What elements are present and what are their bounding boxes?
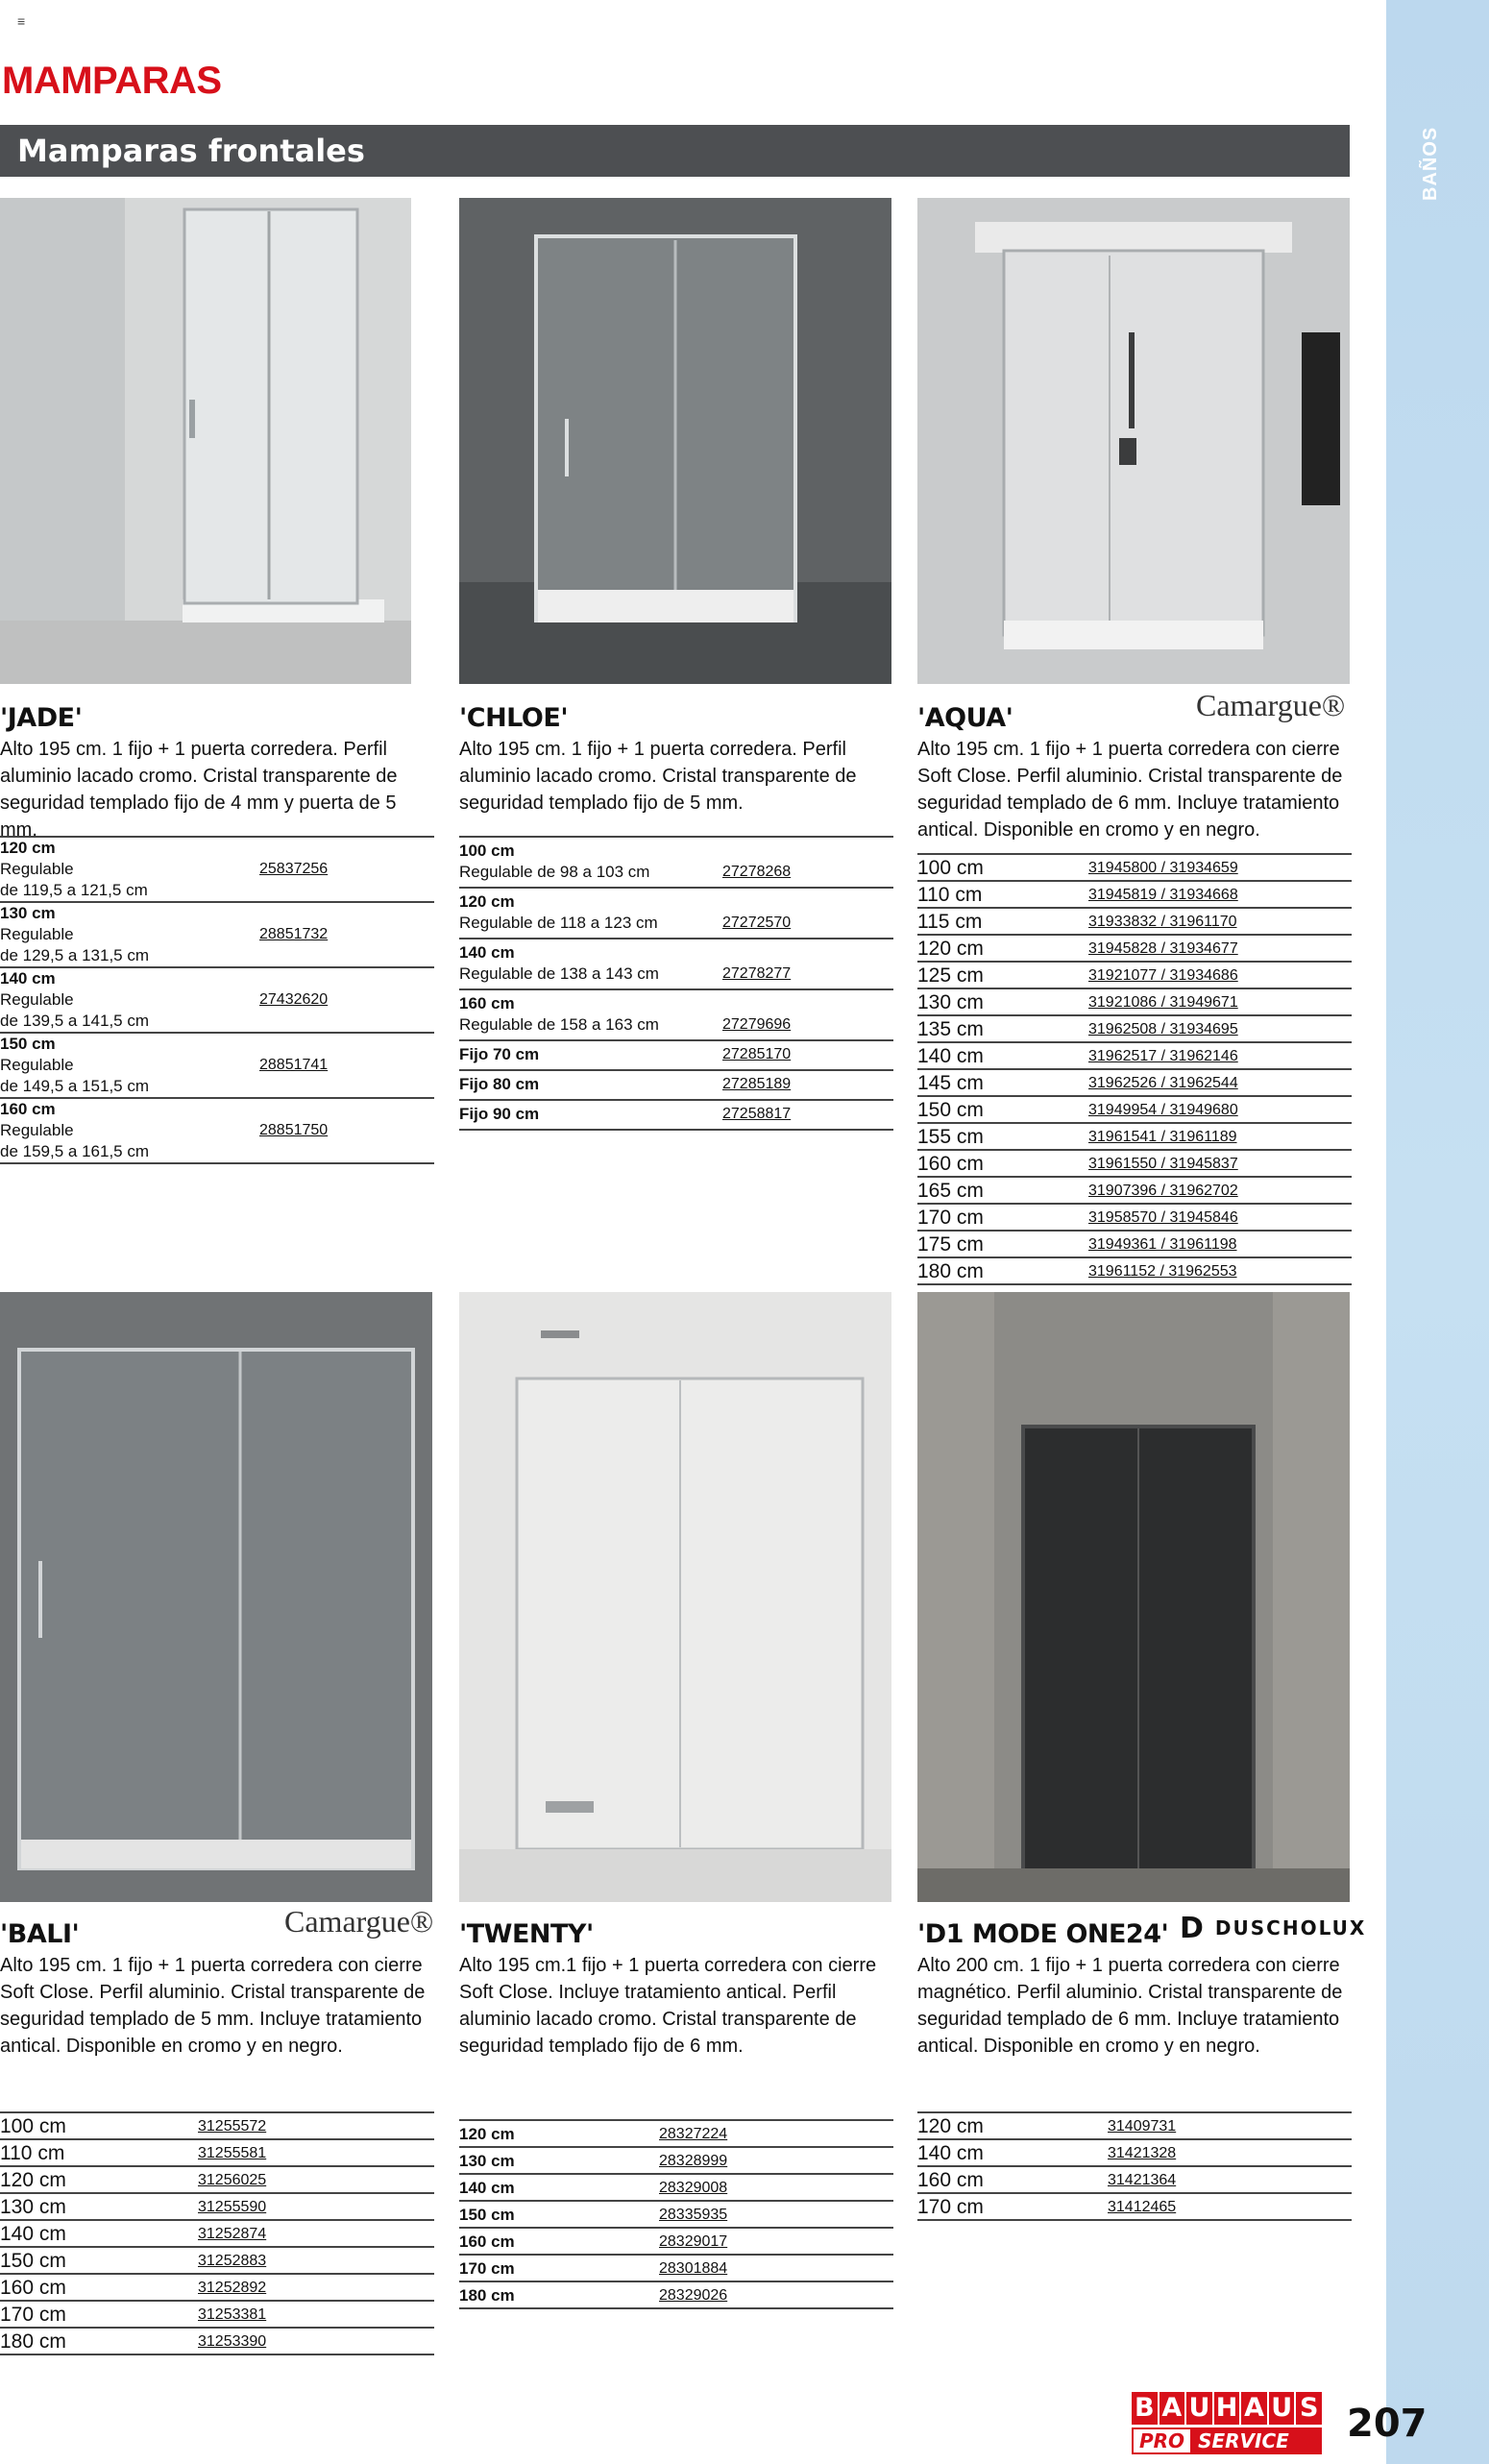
table-row [0, 2328, 434, 2354]
size-cell [459, 1100, 722, 1130]
regulable-label: Regulable [0, 1056, 74, 1074]
size-label: 120 cm [459, 2125, 515, 2143]
regulable-label: Regulable de 98 a 103 cm [459, 863, 650, 881]
table-row [0, 2220, 434, 2247]
reference-code: 28329026 [659, 2287, 728, 2304]
reference-code: 28851732 [259, 926, 329, 942]
reference-code: 31921086 / 31949671 [1088, 994, 1238, 1011]
chloe-reference-table [459, 836, 893, 1131]
reference-code: 31945828 / 31934677 [1088, 940, 1238, 957]
size-label: 175 cm [917, 1233, 984, 1256]
reference-code: 31907396 / 31962702 [1088, 1183, 1238, 1199]
reference-code: 28335935 [659, 2207, 728, 2223]
size-label: 160 cm [0, 2277, 66, 2299]
product-name: 'JADE' [0, 703, 83, 733]
size-label: 140 cm [917, 2142, 984, 2164]
reference-code: 27278268 [722, 864, 792, 880]
regulable-label: Regulable de 138 a 143 cm [459, 964, 659, 983]
regulable-label: Regulable [0, 990, 74, 1009]
reference-code: 31961152 / 31962553 [1088, 1263, 1237, 1280]
reference-code: 31252892 [198, 2280, 267, 2296]
size-cell [0, 902, 259, 967]
table-row [459, 2147, 893, 2174]
duscholux-wordmark: DUSCHOLUX [1214, 1916, 1367, 1939]
size-label: 170 cm [459, 2259, 515, 2278]
jade-photo [0, 198, 411, 684]
table-row [0, 2274, 434, 2301]
reference-code: 31945800 / 31934659 [1088, 860, 1238, 876]
size-label: 160 cm [459, 2232, 515, 2251]
regulable-label: Regulable [0, 925, 74, 943]
size-label: 120 cm [0, 839, 56, 857]
size-label: 140 cm [0, 2223, 66, 2245]
reference-code: 28301884 [659, 2260, 728, 2277]
d1-reference-table [917, 2111, 1352, 2221]
regulable-label: Regulable [0, 1121, 74, 1139]
size-label: 140 cm [0, 969, 56, 988]
reference-code: 27279696 [722, 1016, 792, 1033]
product-twenty [459, 1919, 891, 2060]
size-label: 110 cm [917, 884, 983, 906]
reference-code: 31421364 [1108, 2172, 1177, 2188]
size-label: 100 cm [917, 857, 984, 879]
table-row [0, 2193, 434, 2220]
size-label: 180 cm [0, 2330, 66, 2353]
size-label: 170 cm [917, 1207, 984, 1229]
size-cell [459, 837, 722, 888]
side-strip [1386, 0, 1489, 2464]
regulable-label: Regulable [0, 860, 74, 878]
table-row [459, 2120, 893, 2147]
table-row [459, 1070, 893, 1100]
range-label: de 129,5 a 131,5 cm [0, 946, 150, 964]
reference-code: 31409731 [1108, 2118, 1177, 2135]
size-label: 150 cm [0, 2250, 66, 2272]
table-row [917, 908, 1352, 935]
reference-code: 31256025 [198, 2172, 267, 2188]
size-label: 180 cm [917, 1260, 984, 1282]
duscholux-mark-icon: D [1180, 1912, 1206, 1945]
side-section-label: BAÑOS [1420, 126, 1441, 201]
size-label: 130 cm [0, 2196, 66, 2218]
table-row [0, 1033, 434, 1098]
table-row [459, 2228, 893, 2255]
reference-code: 31253390 [198, 2333, 267, 2350]
reference-code: 27278277 [722, 965, 792, 982]
product-description: Alto 195 cm. 1 fijo + 1 puerta corredera. Perfil aluminio lacado cromo. Cristal transparente de seguridad templado fijo de 4 mm y puerta de 5 mm. [0, 739, 398, 841]
size-cell [0, 1098, 259, 1163]
table-row [917, 1015, 1352, 1042]
jade-reference-table [0, 836, 434, 1164]
table-row [0, 837, 434, 902]
table-row [459, 939, 893, 989]
reference-code: 31412465 [1108, 2199, 1177, 2215]
size-label: 165 cm [917, 1180, 984, 1202]
table-row [0, 2247, 434, 2274]
product-description: Alto 195 cm.1 fijo + 1 puerta corredera con cierre Soft Close. Incluye tratamiento antical. Perfil aluminio lacado cromo. Cristal transparente de seguridad templado fijo de 6 mm. [459, 1955, 877, 2057]
table-row [917, 1069, 1352, 1096]
size-label: 150 cm [0, 1035, 56, 1053]
size-label: 115 cm [917, 911, 983, 933]
size-label: Fijo 90 cm [459, 1105, 540, 1123]
reference-code: 28851741 [259, 1057, 329, 1073]
size-cell [459, 989, 722, 1040]
table-row [917, 2139, 1352, 2166]
table-row [917, 1123, 1352, 1150]
reference-code: 28328999 [659, 2153, 728, 2169]
reference-code: 31958570 / 31945846 [1088, 1209, 1238, 1226]
reference-code: 31255581 [198, 2145, 267, 2161]
size-label: 120 cm [0, 2169, 66, 2191]
bali-reference-table [0, 2111, 434, 2355]
product-name: 'D1 MODE ONE24' [917, 1919, 1169, 1949]
size-label: 130 cm [459, 2152, 515, 2170]
size-label: 140 cm [917, 1045, 984, 1067]
bauhaus-pro-service-logo [1132, 2392, 1322, 2454]
reference-code: 27272570 [722, 915, 792, 931]
table-row [917, 854, 1352, 881]
size-label: 170 cm [917, 2196, 984, 2218]
size-cell [0, 837, 259, 902]
table-row [0, 2301, 434, 2328]
logo-letter: S [1296, 2392, 1322, 2425]
bali-photo [0, 1292, 432, 1902]
logo-letter: B [1132, 2392, 1158, 2425]
table-row [0, 2112, 434, 2139]
reference-code: 31945819 / 31934668 [1088, 887, 1238, 903]
regulable-label: Regulable de 118 a 123 cm [459, 914, 658, 932]
table-row [917, 2112, 1352, 2139]
table-row [0, 2139, 434, 2166]
size-label: 160 cm [0, 1100, 56, 1118]
table-row [459, 989, 893, 1040]
table-row [459, 888, 893, 939]
table-row [917, 1042, 1352, 1069]
table-row [917, 988, 1352, 1015]
reference-code: 25837256 [259, 861, 329, 877]
product-name: 'BALI' [0, 1919, 80, 1949]
logo-letter: A [1241, 2392, 1267, 2425]
reference-code: 31255572 [198, 2118, 267, 2135]
reference-code: 31421328 [1108, 2145, 1177, 2161]
reference-code: 27432620 [259, 991, 329, 1008]
reference-code: 31962517 / 31962146 [1088, 1048, 1238, 1064]
aqua-reference-table [917, 853, 1352, 1285]
reference-code: 31252883 [198, 2253, 267, 2269]
table-row [917, 1204, 1352, 1231]
table-row [459, 1040, 893, 1070]
product-description: Alto 195 cm. 1 fijo + 1 puerta corredera con cierre Soft Close. Perfil aluminio. Cristal transparente de seguridad templado de 6 mm. Incluye tratamiento antical. Disponible en cromo y en negro. [917, 739, 1343, 841]
chloe-photo [459, 198, 891, 684]
size-cell [459, 888, 722, 939]
size-label: 125 cm [917, 964, 984, 987]
page-title: MAMPARAS [2, 60, 222, 102]
table-row [459, 2255, 893, 2281]
size-cell [459, 1040, 722, 1070]
d1-photo [917, 1292, 1350, 1902]
page-number: 207 [1347, 2402, 1428, 2446]
reference-code: 27285170 [722, 1046, 792, 1062]
size-label: 180 cm [459, 2286, 515, 2305]
size-label: 120 cm [917, 2115, 984, 2137]
size-label: 110 cm [0, 2142, 65, 2164]
table-row [459, 2201, 893, 2228]
reference-code: 31961550 / 31945837 [1088, 1156, 1238, 1172]
reference-code: 31252874 [198, 2226, 267, 2242]
size-label: 150 cm [917, 1099, 984, 1121]
size-label: 155 cm [917, 1126, 984, 1148]
size-label: 130 cm [917, 991, 984, 1013]
reference-code: 31962508 / 31934695 [1088, 1021, 1238, 1037]
table-row [917, 962, 1352, 988]
size-label: Fijo 80 cm [459, 1075, 540, 1093]
table-row [459, 1100, 893, 1130]
reference-code: 31949361 / 31961198 [1088, 1236, 1237, 1253]
size-label: 160 cm [459, 994, 515, 1012]
product-bali [0, 1919, 432, 2060]
logo-letter: H [1215, 2393, 1238, 2423]
logo-pro: PRO [1132, 2427, 1192, 2454]
aqua-photo [917, 198, 1350, 684]
table-row [0, 2166, 434, 2193]
product-name: 'AQUA' [917, 703, 1013, 733]
reference-code: 31255590 [198, 2199, 267, 2215]
table-row [917, 2193, 1352, 2220]
table-row [917, 2166, 1352, 2193]
reference-code: 31933832 / 31961170 [1088, 914, 1237, 930]
logo-letter: A [1159, 2392, 1185, 2425]
menu-icon[interactable]: ≡ [17, 13, 26, 29]
reference-code: 28851750 [259, 1122, 329, 1138]
table-row [917, 1096, 1352, 1123]
table-row [917, 1177, 1352, 1204]
size-label: 120 cm [917, 938, 984, 960]
product-name: 'CHLOE' [459, 703, 569, 733]
size-label: 120 cm [459, 892, 515, 911]
size-label: Fijo 70 cm [459, 1045, 540, 1063]
section-header: Mamparas frontales [0, 125, 1350, 177]
reference-code: 28327224 [659, 2126, 728, 2142]
duscholux-logo [1180, 1912, 1366, 1945]
camargue-logo: Camargue® [284, 1904, 434, 1939]
reference-code: 27285189 [722, 1076, 792, 1092]
logo-letter: U [1269, 2392, 1295, 2425]
size-label: 160 cm [917, 1153, 984, 1175]
size-cell [459, 939, 722, 989]
camargue-logo: Camargue® [1196, 688, 1346, 722]
reference-code: 27258817 [722, 1106, 792, 1122]
product-chloe [459, 703, 891, 817]
reference-code: 31962526 / 31962544 [1088, 1075, 1238, 1091]
size-label: 160 cm [917, 2169, 984, 2191]
regulable-label: Regulable de 158 a 163 cm [459, 1015, 659, 1034]
reference-code: 28329017 [659, 2233, 728, 2250]
table-row [917, 1231, 1352, 1257]
size-label: 150 cm [459, 2206, 515, 2224]
table-row [459, 2281, 893, 2308]
product-aqua [917, 703, 1350, 843]
size-label: 140 cm [459, 2179, 515, 2197]
size-label: 135 cm [917, 1018, 984, 1040]
product-description: Alto 200 cm. 1 fijo + 1 puerta corredera con cierre magnético. Perfil aluminio. Cristal transparente de seguridad templado de 6 mm. Incluye tratamiento antical. Disponible en cromo y en negro. [917, 1955, 1343, 2057]
table-row [0, 902, 434, 967]
product-jade [0, 703, 432, 843]
reference-code: 28329008 [659, 2180, 728, 2196]
table-row [0, 967, 434, 1033]
size-cell [459, 1070, 722, 1100]
product-name: 'TWENTY' [459, 1919, 594, 1949]
logo-service: SERVICE [1192, 2427, 1322, 2454]
twenty-reference-table [459, 2119, 893, 2309]
product-description: Alto 195 cm. 1 fijo + 1 puerta corredera con cierre Soft Close. Perfil aluminio. Cristal transparente de seguridad templado de 5 mm. Incluye tratamiento antical. Disponible en cromo y en negro. [0, 1955, 426, 2057]
size-label: 130 cm [0, 904, 56, 922]
size-cell [0, 967, 259, 1033]
range-label: de 149,5 a 151,5 cm [0, 1077, 150, 1095]
table-row [459, 837, 893, 888]
table-row [917, 1150, 1352, 1177]
table-row [459, 2174, 893, 2201]
twenty-photo [459, 1292, 891, 1902]
size-label: 140 cm [459, 943, 515, 962]
table-row [917, 1257, 1352, 1284]
logo-letter: U [1186, 2392, 1212, 2425]
reference-code: 31961541 / 31961189 [1088, 1129, 1237, 1145]
table-row [0, 1098, 434, 1163]
reference-code: 31253381 [198, 2306, 267, 2323]
range-label: de 119,5 a 121,5 cm [0, 881, 148, 899]
size-label: 100 cm [0, 2115, 66, 2137]
table-row [917, 881, 1352, 908]
range-label: de 139,5 a 141,5 cm [0, 1012, 150, 1030]
range-label: de 159,5 a 161,5 cm [0, 1142, 150, 1160]
size-label: 170 cm [0, 2304, 66, 2326]
reference-code: 31949954 / 31949680 [1088, 1102, 1238, 1118]
table-row [917, 935, 1352, 962]
product-description: Alto 195 cm. 1 fijo + 1 puerta corredera. Perfil aluminio lacado cromo. Cristal transparente de seguridad templado fijo de 5 mm. [459, 739, 857, 814]
reference-code: 31921077 / 31934686 [1088, 967, 1238, 984]
size-label: 100 cm [459, 842, 515, 860]
size-label: 145 cm [917, 1072, 984, 1094]
size-cell [0, 1033, 259, 1098]
bauhaus-wordmark [1132, 2392, 1322, 2425]
